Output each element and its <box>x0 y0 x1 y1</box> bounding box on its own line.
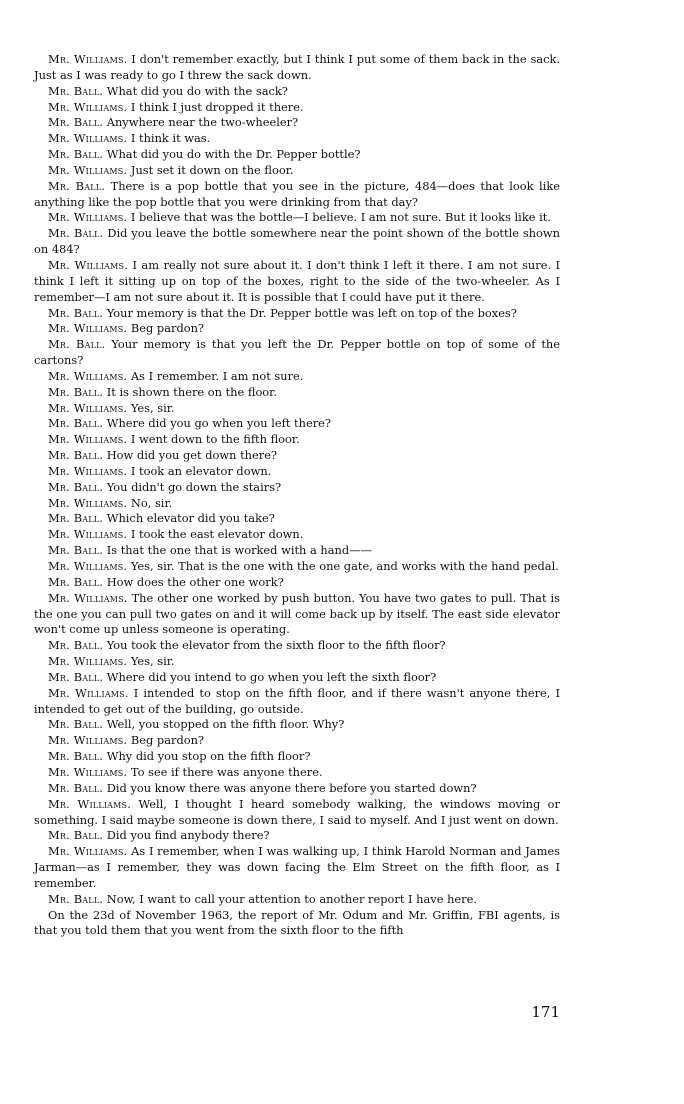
speech-text: I believe that was the bottle—I believe. I am not sure. But it looks like it. <box>130 210 551 225</box>
speaker-name: Mr. Williams. <box>48 559 128 573</box>
speaker-name: Mr. Williams. <box>48 796 132 811</box>
speech-text: Where did you intend to go when you left the sixth floor? <box>106 669 437 684</box>
transcript-paragraph <box>34 908 560 940</box>
speech-text: Did you find anybody there? <box>106 828 270 843</box>
transcript-paragraph <box>34 480 560 496</box>
speaker-name: Mr. Williams. <box>48 733 128 748</box>
speaker-name: Mr. Ball. <box>48 226 104 241</box>
speaker-name: Mr. Ball. <box>48 574 104 589</box>
speech-text: As I remember. I am not sure. <box>130 368 304 383</box>
speaker-name: Mr. Ball. <box>48 115 104 130</box>
speech-text: How does the other one work? <box>106 574 284 589</box>
speaker-name: Mr. Williams. <box>48 764 128 779</box>
speaker-name: Mr. Williams. <box>48 210 128 225</box>
speech-text: I think it was. <box>130 131 211 146</box>
speaker-name: Mr. Williams. <box>48 99 128 114</box>
speaker-name: Mr. Ball. <box>48 828 104 843</box>
speaker-name: Mr. Ball. <box>48 178 106 193</box>
transcript-paragraph <box>34 432 560 448</box>
transcript-paragraph <box>34 416 560 432</box>
speaker-name: Mr. Ball. <box>48 83 104 98</box>
transcript-paragraph <box>34 654 560 670</box>
transcript-paragraph <box>34 765 560 781</box>
speaker-name: Mr. Williams. <box>48 400 128 415</box>
speech-text: I took the east elevator down. <box>130 527 304 542</box>
speech-text: On the 23d of November 1963, the report of Mr. Odum and Mr. Griffin, FBI agents, is that you told them that you went from the sixth floor to the fifth <box>34 907 560 938</box>
transcript-paragraph <box>34 210 560 226</box>
speech-text: It is shown there on the floor. <box>106 384 277 399</box>
speaker-name: Mr. Ball. <box>48 147 104 162</box>
transcript-paragraph <box>34 575 560 591</box>
speech-text: I think I just dropped it there. <box>130 99 304 114</box>
speech-text: Did you know there was anyone there before you started down? <box>106 780 477 795</box>
speaker-name: Mr. Ball. <box>48 479 104 494</box>
speaker-name: Mr. Williams. <box>48 368 128 383</box>
transcript-paragraph <box>34 337 560 369</box>
speech-text: No, sir. <box>130 495 173 510</box>
transcript-paragraph <box>34 464 560 480</box>
transcript-paragraph <box>34 717 560 733</box>
transcript-paragraph <box>34 781 560 797</box>
transcript-paragraph <box>34 306 560 322</box>
speech-text: Did you leave the bottle somewhere near the point shown of the bottle shown on 484? <box>34 226 560 257</box>
speaker-name: Mr. Williams. <box>48 590 128 605</box>
transcript-paragraph <box>34 448 560 464</box>
speaker-name: Mr. Williams. <box>48 463 128 478</box>
transcript-paragraph <box>34 638 560 654</box>
transcript-paragraph <box>34 559 560 575</box>
transcript-paragraph <box>34 496 560 512</box>
transcript-paragraph <box>34 670 560 686</box>
speech-text: I intended to stop on the fifth floor, and if there wasn't anyone there, I intended to get out of the building, go outside. <box>34 685 560 716</box>
speaker-name: Mr. Ball. <box>48 891 104 906</box>
speech-text: Yes, sir. That is the one with the one gate, and works with the hand pedal. <box>130 559 559 573</box>
speaker-name: Mr. Williams. <box>48 432 128 447</box>
transcript-paragraph <box>34 511 560 527</box>
transcript-paragraph <box>34 686 560 718</box>
speech-text: To see if there was anyone there. <box>130 764 323 779</box>
transcript-paragraph <box>34 163 560 179</box>
speech-text: Now, I want to call your attention to another report I have here. <box>106 891 477 906</box>
speaker-name: Mr. Williams. <box>48 52 128 66</box>
speaker-name: Mr. Williams. <box>48 527 128 542</box>
speech-text: Your memory is that you left the Dr. Pepper bottle on top of some of the cartons? <box>34 337 561 368</box>
speech-text: Is that the one that is worked with a hand—— <box>106 543 372 558</box>
speech-text: Your memory is that the Dr. Pepper bottle was left on top of the boxes? <box>106 305 517 320</box>
speech-text: Which elevator did you take? <box>106 511 275 526</box>
speaker-name: Mr. Ball. <box>48 416 104 431</box>
speech-text: Beg pardon? <box>130 733 205 748</box>
transcript-paragraph <box>34 527 560 543</box>
speech-text: What did you do with the Dr. Pepper bottle? <box>106 147 361 162</box>
speaker-name: Mr. Ball. <box>48 669 104 684</box>
transcript-paragraph <box>34 100 560 116</box>
speech-text: Yes, sir. <box>130 400 175 415</box>
transcript-paragraph <box>34 52 560 84</box>
transcript-paragraph <box>34 115 560 131</box>
transcript-paragraph <box>34 147 560 163</box>
transcript-paragraph <box>34 385 560 401</box>
speech-text: Beg pardon? <box>130 321 205 336</box>
transcript-paragraph <box>34 591 560 639</box>
speech-text: You didn't go down the stairs? <box>106 479 282 494</box>
speaker-name: Mr. Williams. <box>48 321 128 336</box>
speaker-name: Mr. Williams. <box>48 162 128 177</box>
transcript-paragraph <box>34 543 560 559</box>
speech-text: Yes, sir. <box>130 654 175 669</box>
speaker-name: Mr. Ball. <box>48 749 104 764</box>
speaker-name: Mr. Ball. <box>48 384 104 399</box>
speech-text: Why did you stop on the fifth floor? <box>106 749 311 764</box>
page-number: 171 <box>531 1003 560 1021</box>
speech-text: As I remember, when I was walking up, I think Harold Norman and James Jarman—as I remember, they was down facing the Elm Street on the fifth floor, as I remember. <box>34 844 560 890</box>
transcript-paragraph <box>34 131 560 147</box>
speech-text: Just set it down on the floor. <box>130 162 294 177</box>
speaker-name: Mr. Ball. <box>48 638 104 653</box>
transcript-paragraph <box>34 226 560 258</box>
transcript-paragraph <box>34 828 560 844</box>
speaker-name: Mr. Ball. <box>48 305 104 320</box>
speech-text: How did you get down there? <box>106 448 278 463</box>
speaker-name: Mr. Williams. <box>48 257 129 272</box>
transcript-paragraph <box>34 733 560 749</box>
speech-text: I took an elevator down. <box>130 463 272 478</box>
transcript-paragraph <box>34 797 560 829</box>
speech-text: Where did you go when you left there? <box>106 416 331 431</box>
speaker-name: Mr. Ball. <box>48 511 104 526</box>
speaker-name: Mr. Williams. <box>48 495 128 510</box>
speech-text: You took the elevator from the sixth floor to the fifth floor? <box>106 638 446 653</box>
speech-text: I went down to the fifth floor. <box>130 432 300 447</box>
speaker-name: Mr. Ball. <box>48 448 104 463</box>
speech-text: There is a pop bottle that you see in the picture, 484—does that look like anything like the pop bottle that you were drinking from that day? <box>34 178 560 209</box>
transcript-paragraph <box>34 84 560 100</box>
transcript-paragraph <box>34 369 560 385</box>
speaker-name: Mr. Ball. <box>48 780 104 795</box>
speech-text: I don't remember exactly, but I think I put some of them back in the sack. Just as I was ready to go I threw the sack down. <box>34 52 560 82</box>
speaker-name: Mr. Williams. <box>48 844 128 859</box>
speaker-name: Mr. Williams. <box>48 654 128 669</box>
speech-text: What did you do with the sack? <box>106 83 288 98</box>
transcript-page <box>34 52 560 939</box>
speaker-name: Mr. Ball. <box>48 717 104 732</box>
transcript-paragraph <box>34 892 560 908</box>
speech-text: I am really not sure about it. I don't think I left it there. I am not sure. I think I left it sitting up on top of the boxes, right to the side of the two-wheeler. As I remember—I am not sure about it. It is possible that I could have put it there. <box>34 257 560 304</box>
transcript-paragraph <box>34 401 560 417</box>
speaker-name: Mr. Ball. <box>48 337 106 352</box>
speech-text: Well, you stopped on the fifth floor. Why? <box>106 717 345 732</box>
transcript-paragraph <box>34 749 560 765</box>
speech-text: The other one worked by push button. You have two gates to pull. That is the one you can pull two gates on and it will come back up by itself. The east side elevator won't come up unless someone is operating. <box>34 590 560 637</box>
speech-text: Anywhere near the two-wheeler? <box>106 115 299 130</box>
transcript-paragraph <box>34 844 560 892</box>
speaker-name: Mr. Ball. <box>48 543 104 558</box>
speaker-name: Mr. Williams. <box>48 131 128 146</box>
speech-text: Well, I thought I heard somebody walking, the windows moving or something. I said maybe someone is down there, I said to myself. And I just went on down. <box>34 796 560 827</box>
speaker-name: Mr. Williams. <box>48 685 129 700</box>
transcript-paragraph <box>34 179 560 211</box>
transcript-paragraph <box>34 258 560 306</box>
transcript-paragraph <box>34 321 560 337</box>
